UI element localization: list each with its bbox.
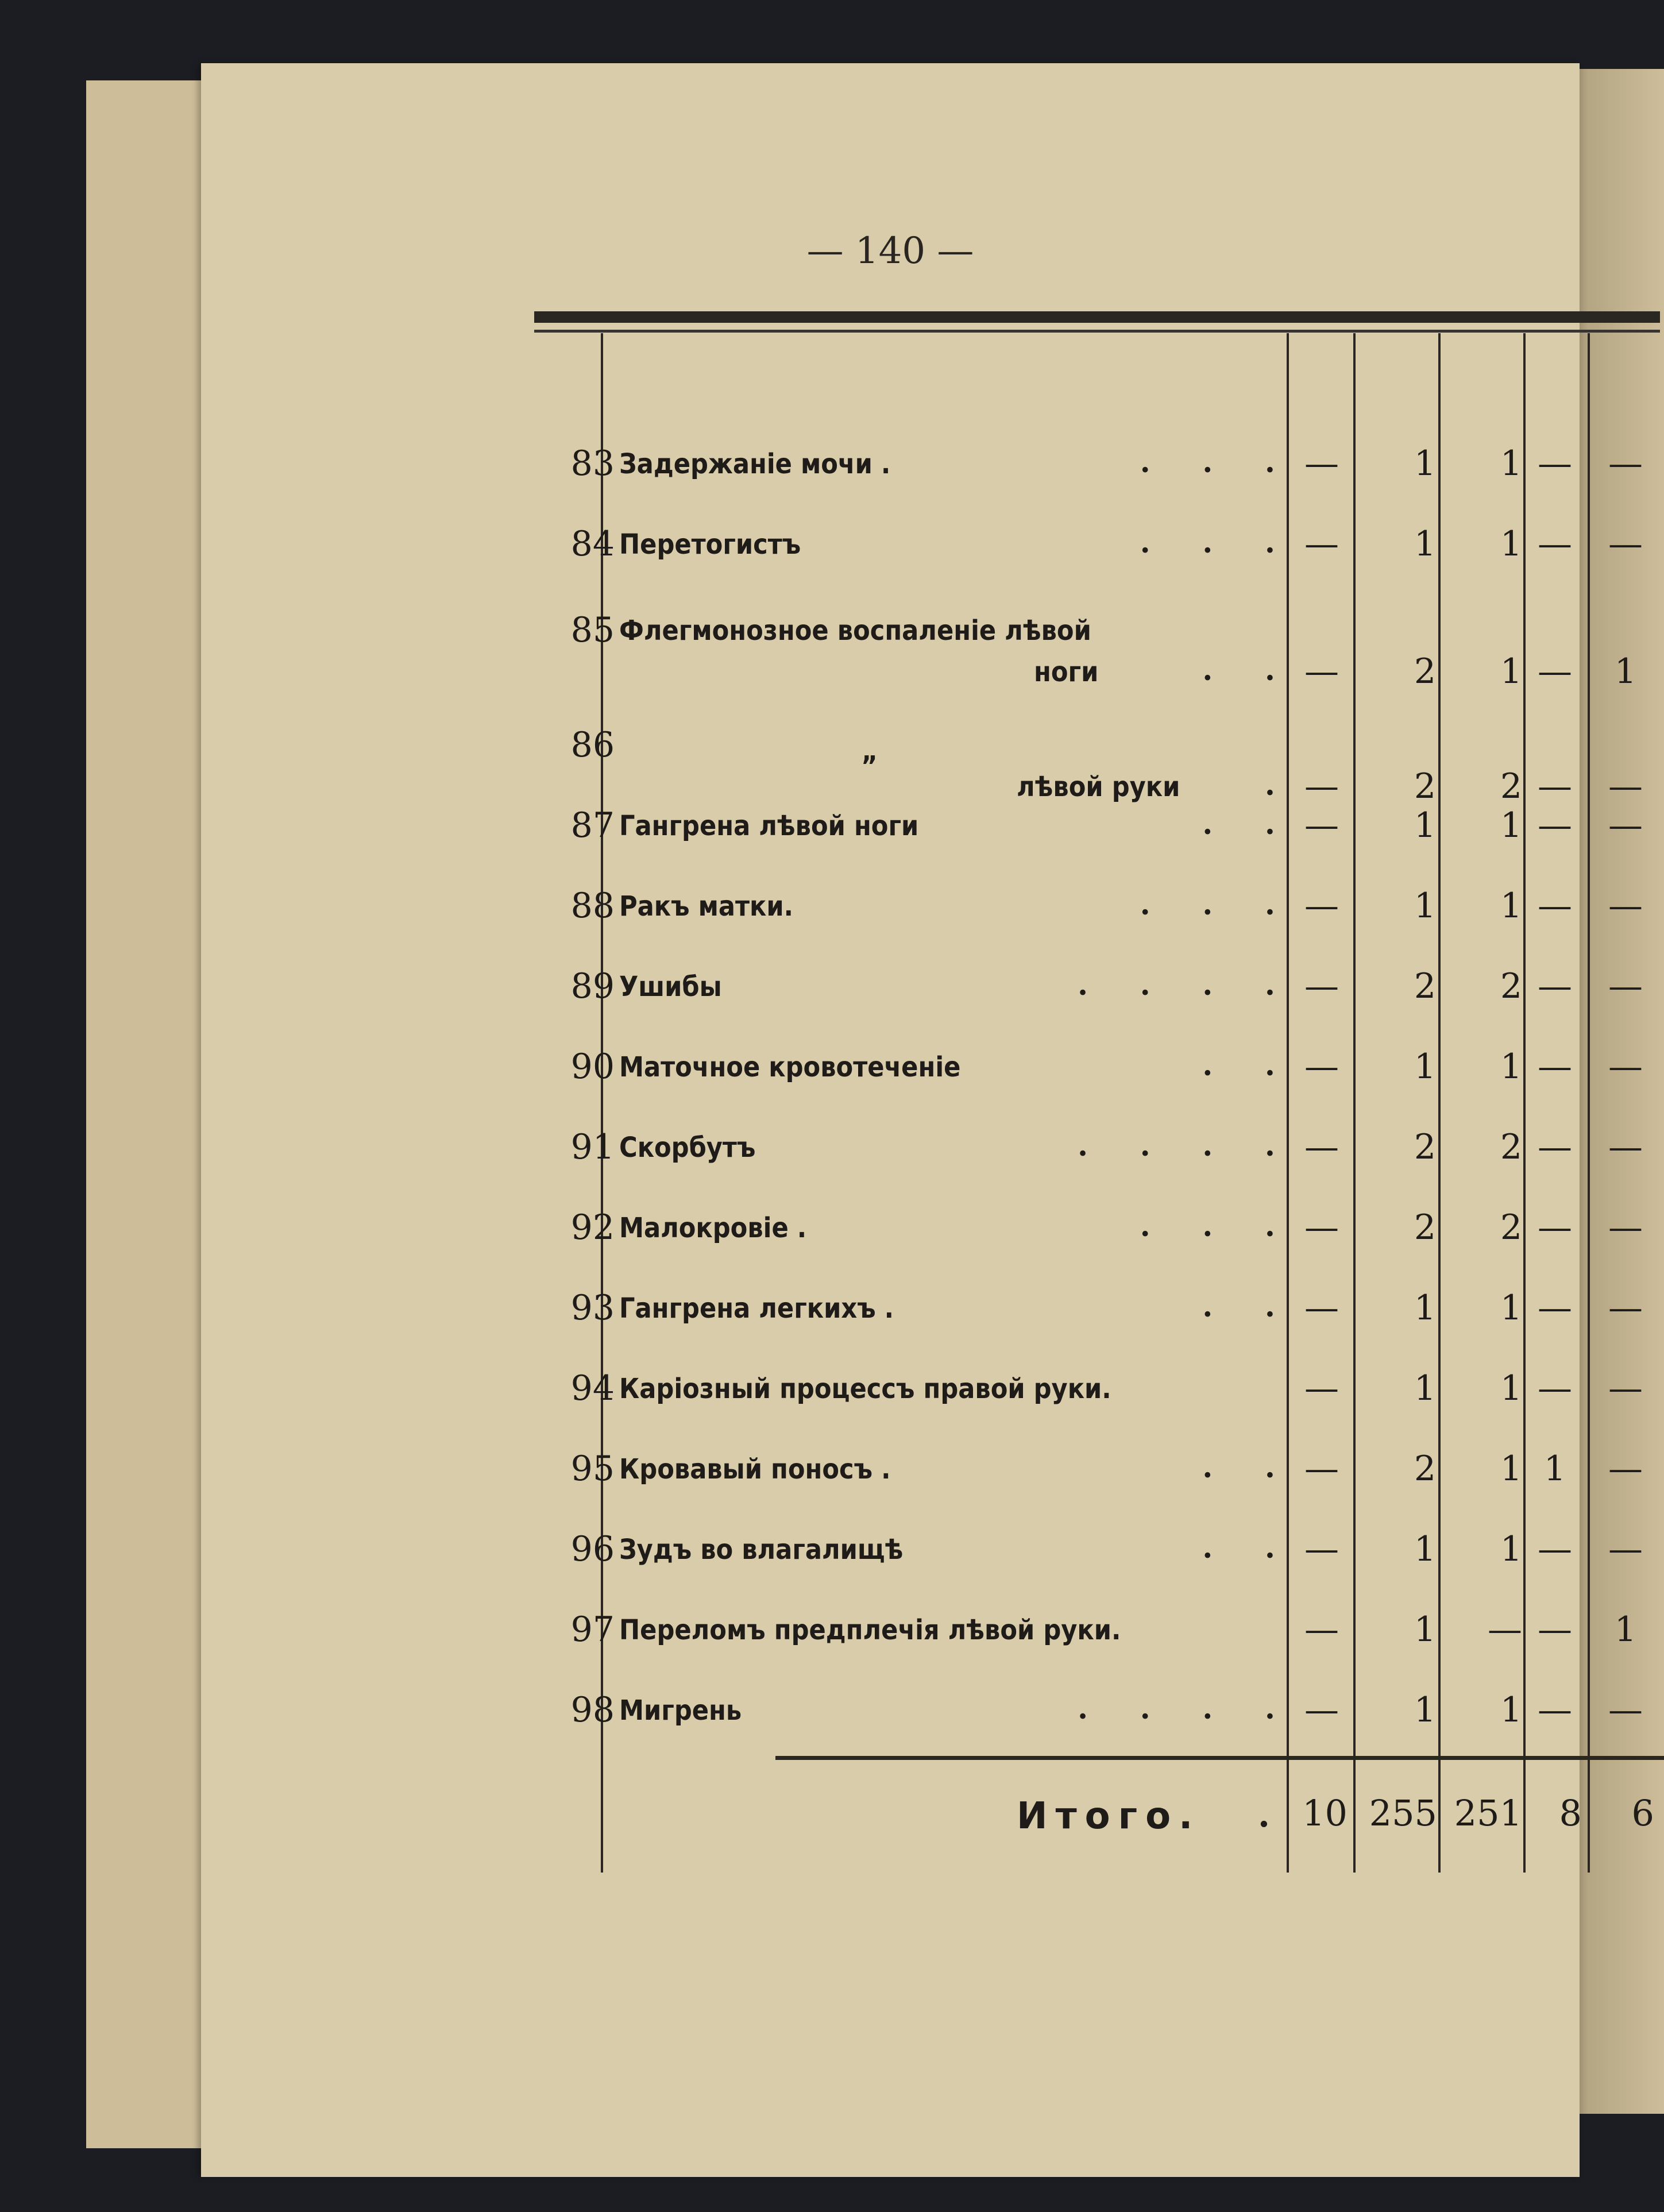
total-cell-3: 251	[1454, 1792, 1522, 1834]
page-number: — 140 —	[806, 230, 974, 272]
column-rule-2	[1438, 333, 1441, 1873]
total-rule	[775, 1756, 1664, 1760]
row-value-col-1: —	[1304, 1449, 1339, 1489]
row-value-col-5: —	[1608, 1368, 1643, 1408]
row-value-col-3: 1	[1500, 1449, 1522, 1489]
row-diagnosis: Задержаніе мочи .	[619, 448, 891, 480]
book-page	[201, 63, 1654, 2177]
row-value-col-2: 1	[1414, 1690, 1436, 1730]
row-leader-dots: . .	[1202, 1450, 1275, 1485]
total-label: Итого.	[1017, 1795, 1201, 1837]
row-number: 85	[570, 610, 615, 650]
row-value-col-3: 1	[1500, 443, 1522, 484]
row-value-col-5: —	[1608, 1529, 1643, 1569]
row-number: 86	[570, 725, 615, 765]
row-value-col-1: —	[1304, 1368, 1339, 1408]
row-value-col-5: —	[1608, 1449, 1643, 1489]
row-number: 88	[570, 886, 615, 926]
row-value-col-1: —	[1304, 886, 1339, 926]
total-cell-4: 8	[1559, 1792, 1582, 1834]
row-value-col-2: 1	[1414, 1047, 1436, 1087]
total-dot: .	[1258, 1795, 1270, 1835]
row-value-col-4: —	[1538, 1529, 1572, 1569]
row-diagnosis-continuation: ноги	[1034, 656, 1099, 688]
row-value-col-5: —	[1608, 1288, 1643, 1328]
row-value-col-4: —	[1538, 1127, 1572, 1167]
row-value-col-5: —	[1608, 886, 1643, 926]
row-number: 94	[570, 1368, 615, 1408]
row-diagnosis: Ракъ матки.	[619, 890, 794, 922]
row-value-col-2: 2	[1414, 1127, 1436, 1167]
row-value-col-5: —	[1608, 766, 1643, 806]
row-value-col-5: —	[1608, 1207, 1643, 1248]
row-leader-dots: . .	[1202, 806, 1275, 841]
row-leader-dots: . . .	[1140, 1209, 1275, 1244]
row-value-col-3: 2	[1500, 1207, 1522, 1248]
row-value-col-3: 2	[1500, 766, 1522, 806]
row-value-col-3: 2	[1500, 1127, 1522, 1167]
row-value-col-3: 2	[1500, 966, 1522, 1006]
row-diagnosis: „	[862, 735, 878, 767]
row-value-col-2: 2	[1414, 1207, 1436, 1248]
row-diagnosis: Флегмонозное воспаленіе лѣвой	[619, 615, 1091, 647]
row-leader-dots: . .	[1202, 653, 1275, 688]
row-leader-dots: . .	[1202, 1530, 1275, 1565]
row-number: 90	[570, 1047, 615, 1087]
row-number: 89	[570, 966, 615, 1006]
row-number: 87	[570, 805, 615, 846]
row-value-col-3: 1	[1500, 1047, 1522, 1087]
total-cell-5: 6	[1631, 1792, 1654, 1834]
row-value-col-3: 1	[1500, 524, 1522, 564]
row-value-col-3: —	[1488, 1609, 1522, 1650]
total-cell-1: 10	[1302, 1792, 1348, 1834]
row-diagnosis: Кровавый поносъ .	[619, 1453, 891, 1485]
row-leader-dots: . . .	[1140, 445, 1275, 480]
row-number: 84	[570, 524, 615, 564]
total-cell-2: 255	[1369, 1792, 1437, 1834]
column-rule-name	[1287, 333, 1289, 1873]
row-value-col-2: 1	[1414, 443, 1436, 484]
row-value-col-5: 1	[1614, 651, 1637, 692]
row-value-col-5: —	[1608, 966, 1643, 1006]
row-diagnosis-continuation: лѣвой руки	[1017, 771, 1180, 803]
row-diagnosis: Маточное кровотеченіе	[619, 1051, 961, 1083]
row-value-col-1: —	[1304, 443, 1339, 484]
row-diagnosis: Каріозный процессъ правой руки.	[619, 1373, 1111, 1405]
row-value-col-4: —	[1538, 886, 1572, 926]
row-diagnosis: Скорбутъ	[619, 1132, 756, 1164]
row-value-col-2: 1	[1414, 1609, 1436, 1650]
row-leader-dots: . .	[1202, 1048, 1275, 1083]
row-value-col-1: —	[1304, 1529, 1339, 1569]
row-value-col-1: —	[1304, 1207, 1339, 1248]
row-value-col-1: —	[1304, 1127, 1339, 1167]
row-diagnosis: Ушибы	[619, 971, 722, 1003]
row-value-col-4: —	[1538, 766, 1572, 806]
row-value-col-3: 1	[1500, 651, 1522, 692]
row-number: 91	[570, 1127, 615, 1167]
row-value-col-1: —	[1304, 1047, 1339, 1087]
row-diagnosis: Переломъ предплечія лѣвой руки.	[619, 1614, 1121, 1646]
row-value-col-4: —	[1538, 443, 1572, 484]
row-value-col-5: —	[1608, 1047, 1643, 1087]
column-rule-4	[1588, 333, 1590, 1873]
row-diagnosis: Гангрена лѣвой ноги	[619, 810, 919, 842]
row-value-col-2: 1	[1414, 524, 1436, 564]
row-value-col-5: —	[1608, 1127, 1643, 1167]
row-value-col-1: —	[1304, 1609, 1339, 1650]
row-value-col-5: 1	[1614, 1609, 1637, 1650]
row-value-col-2: 1	[1414, 1529, 1436, 1569]
row-value-col-2: 1	[1414, 886, 1436, 926]
row-value-col-4: —	[1538, 805, 1572, 846]
row-value-col-2: 2	[1414, 966, 1436, 1006]
row-value-col-4: —	[1538, 1207, 1572, 1248]
column-rule-1	[1353, 333, 1356, 1873]
row-value-col-4: —	[1538, 1047, 1572, 1087]
row-leader-dots: . . . .	[1078, 967, 1275, 1002]
row-value-col-1: —	[1304, 805, 1339, 846]
row-leader-dots: . . .	[1140, 525, 1275, 560]
row-diagnosis: Гангрена легкихъ .	[619, 1292, 894, 1325]
row-value-col-5: —	[1608, 805, 1643, 846]
row-number: 92	[570, 1207, 615, 1248]
row-value-col-2: 1	[1414, 1368, 1436, 1408]
row-value-col-1: —	[1304, 766, 1339, 806]
row-value-col-4: —	[1538, 1368, 1572, 1408]
row-value-col-4: —	[1538, 966, 1572, 1006]
row-value-col-5: —	[1608, 443, 1643, 484]
row-number: 97	[570, 1609, 615, 1650]
row-number: 83	[570, 443, 615, 484]
row-diagnosis: Мигрень	[619, 1694, 742, 1727]
row-value-col-4: —	[1538, 524, 1572, 564]
row-value-col-4: —	[1538, 1288, 1572, 1328]
row-diagnosis: Зудъ во влагалищѣ	[619, 1534, 904, 1566]
row-number: 98	[570, 1690, 615, 1730]
row-leader-dots: . . . .	[1078, 1128, 1275, 1163]
row-value-col-2: 2	[1414, 1449, 1436, 1489]
row-value-col-1: —	[1304, 524, 1339, 564]
row-value-col-3: 1	[1500, 805, 1522, 846]
row-value-col-5: —	[1608, 524, 1643, 564]
row-value-col-1: —	[1304, 651, 1339, 692]
row-value-col-4: 1	[1543, 1449, 1566, 1489]
row-value-col-3: 1	[1500, 1690, 1522, 1730]
row-number: 96	[570, 1529, 615, 1569]
row-number: 95	[570, 1449, 615, 1489]
row-leader-dots: .	[1264, 767, 1275, 802]
row-value-col-3: 1	[1500, 1368, 1522, 1408]
row-value-col-4: —	[1538, 1690, 1572, 1730]
row-value-col-2: 1	[1414, 805, 1436, 846]
row-diagnosis: Перетогистъ	[619, 528, 801, 561]
row-value-col-4: —	[1538, 651, 1572, 692]
row-leader-dots: . . . .	[1078, 1691, 1275, 1726]
row-value-col-2: 2	[1414, 651, 1436, 692]
row-value-col-1: —	[1304, 966, 1339, 1006]
row-value-col-3: 1	[1500, 886, 1522, 926]
row-value-col-1: —	[1304, 1690, 1339, 1730]
row-value-col-5: —	[1608, 1690, 1643, 1730]
header-rule-thin	[534, 330, 1660, 333]
row-leader-dots: . .	[1202, 1289, 1275, 1324]
row-value-col-3: 1	[1500, 1288, 1522, 1328]
row-value-col-2: 1	[1414, 1288, 1436, 1328]
row-leader-dots: . . .	[1140, 887, 1275, 922]
header-rule-thick	[534, 311, 1660, 323]
row-value-col-3: 1	[1500, 1529, 1522, 1569]
row-value-col-1: —	[1304, 1288, 1339, 1328]
row-diagnosis: Малокровіе .	[619, 1212, 807, 1244]
row-value-col-2: 2	[1414, 766, 1436, 806]
row-value-col-4: —	[1538, 1609, 1572, 1650]
row-number: 93	[570, 1288, 615, 1328]
